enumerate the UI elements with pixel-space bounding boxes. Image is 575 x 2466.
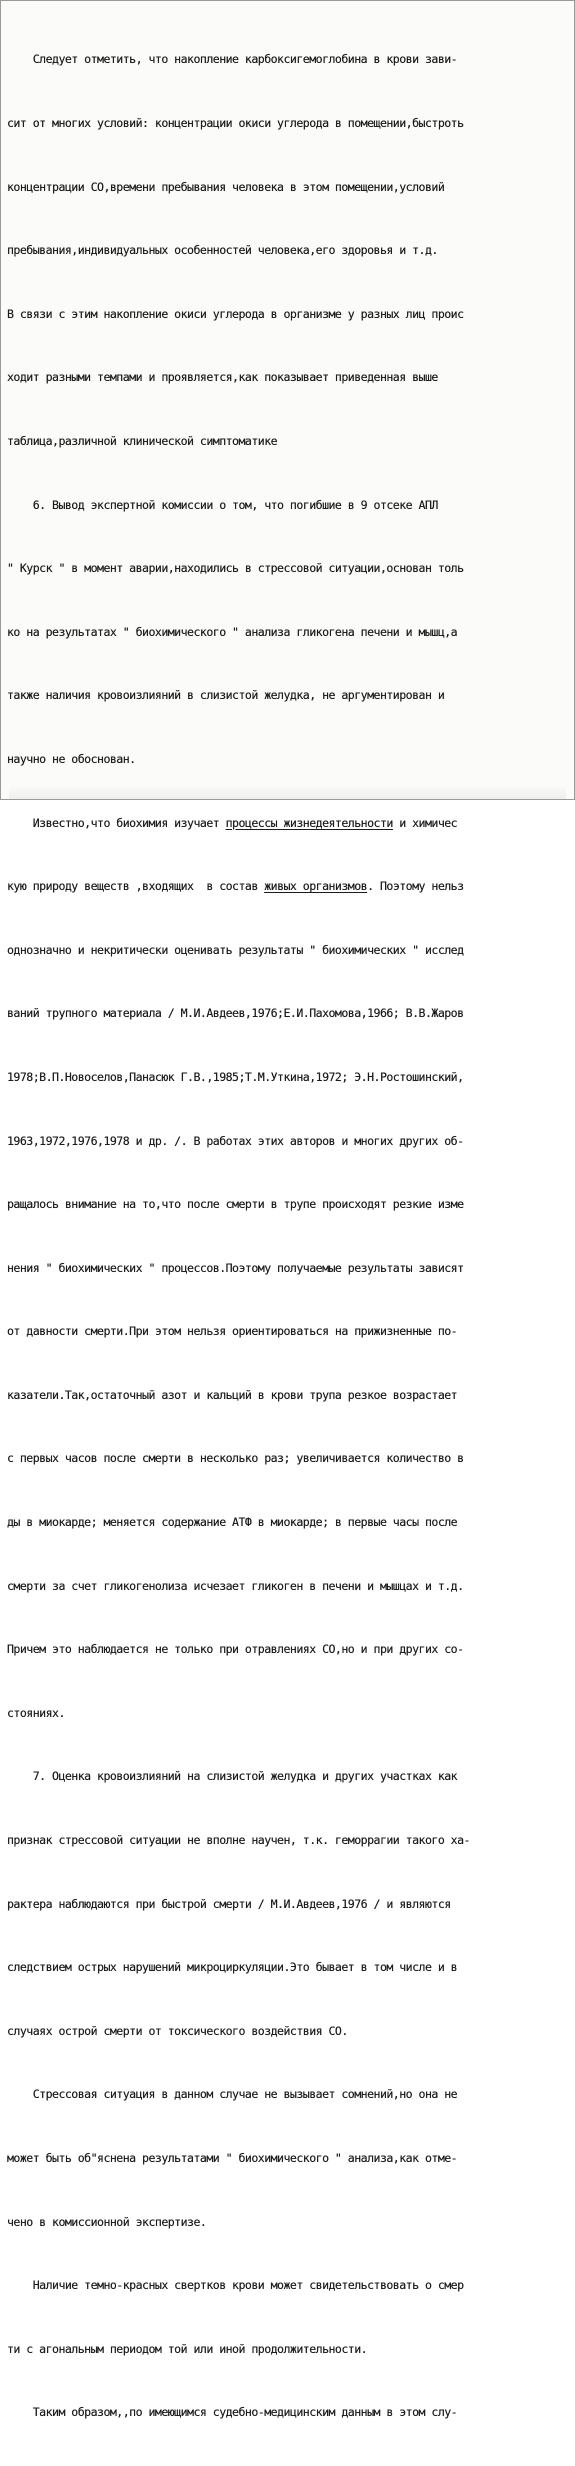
underlined-phrase: процессы жизнедеятельности <box>225 815 393 830</box>
text-line: рактера наблюдаются при быстрой смерти / М.И.Авдеев,1976 / и являются <box>7 1896 451 1911</box>
text-line: В связи с этим накопление окиси углерода в организме у разных лиц проис <box>7 306 464 321</box>
text-line: чено в комиссионной экспертизе. <box>7 2214 207 2229</box>
text-line: " Курск " в момент аварии,находились в стрессовой ситуации,основан толь <box>7 561 464 576</box>
text-line: ти с агональным периодом той или иной продолжительности. <box>7 2341 368 2356</box>
text-line: Причем это наблюдается не только при отравлениях СО,но и при других со- <box>7 1642 464 1657</box>
document-text <box>7 7 567 2466</box>
text-line: Следует отметить, что накопление карбоксигемоглобина в крови зави- <box>7 52 458 67</box>
text-line: стояниях. <box>7 1705 65 1720</box>
text-line: Наличие темно-красных свертков крови может свидетельствовать о смер <box>7 2278 464 2293</box>
text-line: научно не обоснован. <box>7 751 136 766</box>
text-line: признак стрессовой ситуации не вполне научен, т.к. геморрагии такого ха- <box>7 1833 470 1848</box>
text-line: Стрессовая ситуация в данном случае не вызывает сомнений,но она не <box>7 2087 458 2102</box>
text-line: кую природу веществ ,входящих в состав живых организмов. Поэтому нельз <box>7 879 464 894</box>
text-line: с первых часов после смерти в несколько раз; увеличивается количество в <box>7 1451 464 1466</box>
text-line: может быть об"яснена результатами " биохимического " анализа,как отме- <box>7 2151 458 2165</box>
text-line: однозначно и некритически оценивать результаты " биохимических " исслед <box>7 942 464 957</box>
text-line: также наличия кровоизлияний в слизистой желудка, не аргументирован и <box>7 688 445 703</box>
text-line: Таким образом,,по имеющимся судебно-медицинским данным в этом слу- <box>7 2405 458 2420</box>
page-bottom-edge <box>9 785 566 799</box>
text-line: ходит разными темпами и проявляется,как показывает приведенная выше <box>7 370 438 385</box>
text-line: 1978;В.П.Новоселов,Панасюк Г.В.,1985;Т.М.Уткина,1972; Э.Н.Ростошинский, <box>7 1069 464 1084</box>
text-line: таблица,различной клинической симптоматике <box>7 433 278 448</box>
text-line: сит от многих условий: концентрации окиси углерода в помещении,быстроть <box>7 116 464 130</box>
text-line: казатели.Так,остаточный азот и кальций в крови трупа резкое возрастает <box>7 1387 458 1402</box>
text-line: нения " биохимических " процессов.Поэтому получаемые результаты зависят <box>7 1260 464 1275</box>
underlined-phrase: живых организмов <box>264 879 368 894</box>
text-line: ращалось внимание на то,что после смерти в трупе происходят резкие изме <box>7 1197 464 1212</box>
text-line: ко на результатах " биохимического " анализа гликогена печени и мышц,а <box>7 624 458 639</box>
text-line: ды в миокарде; меняется содержание АТФ в миокарде; в первые часы после <box>7 1515 458 1530</box>
text-line: следствием острых нарушений микроциркуляции.Это бывает в том числе и в <box>7 1960 458 1975</box>
text-line: 7. Оценка кровоизлияний на слизистой желудка и других участках как <box>7 1769 458 1784</box>
text-line: случаях острой смерти от токсического воздействия СО. <box>7 2023 348 2038</box>
text-line: смерти за счет гликогенолиза исчезает гликоген в печени и мышцах и т.д. <box>7 1578 464 1593</box>
text-line: от давности смерти.При этом нельзя ориентироваться на прижизненные по- <box>7 1324 458 1339</box>
text-line: Известно,что биохимия изучает процессы жизнедеятельности и химичес <box>7 815 458 830</box>
text-line: 1963,1972,1976,1978 и др. /. В работах этих авторов и многих других об- <box>7 1133 464 1148</box>
text-line: пребывания,индивидуальных особенностей человека,его здоровья и т.д. <box>7 243 438 258</box>
text-line: концентрации СО,времени пребывания человека в этом помещении,условий <box>7 179 445 194</box>
text-line: ваний трупного материала / М.И.Авдеев,1976;Е.И.Пахомова,1966; В.В.Жаров <box>7 1006 464 1021</box>
text-line: 6. Вывод экспертной комиссии о том, что погибшие в 9 отсеке АПЛ <box>7 497 438 512</box>
